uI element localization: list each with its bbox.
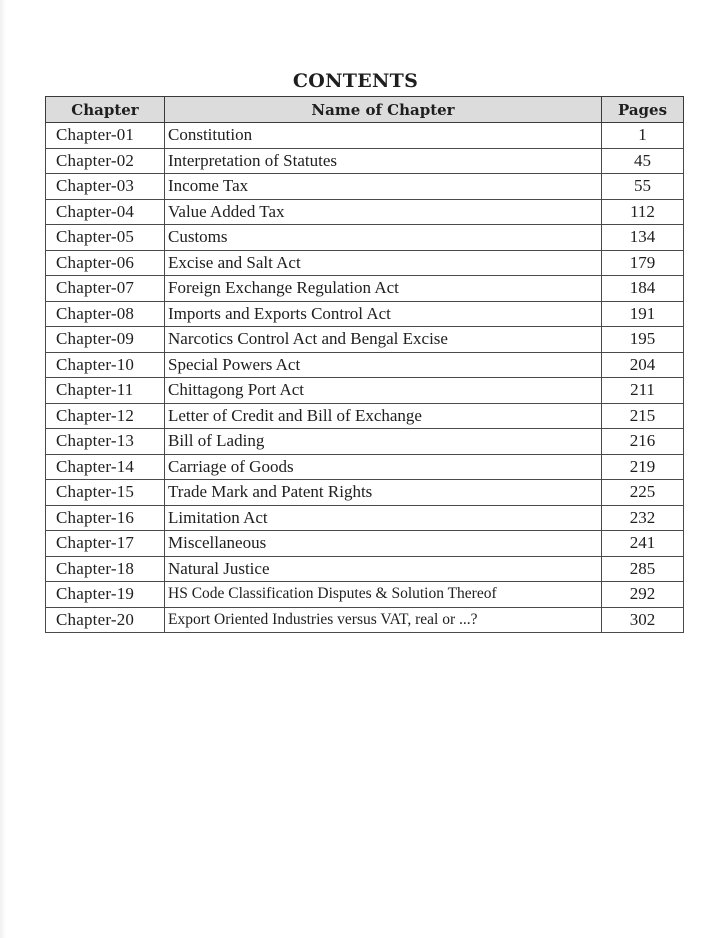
chapter-number: Chapter-15 [46,480,165,506]
chapter-name: HS Code Classification Disputes & Solution Thereof [165,582,602,608]
chapter-page: 216 [602,429,684,455]
chapter-number: Chapter-12 [46,403,165,429]
chapter-name: Foreign Exchange Regulation Act [165,276,602,302]
chapter-number: Chapter-05 [46,225,165,251]
chapter-page: 302 [602,607,684,633]
chapter-number: Chapter-02 [46,148,165,174]
chapter-name: Chittagong Port Act [165,378,602,404]
chapter-page: 191 [602,301,684,327]
chapter-name: Natural Justice [165,556,602,582]
chapter-page: 232 [602,505,684,531]
chapter-number: Chapter-16 [46,505,165,531]
chapter-page: 112 [602,199,684,225]
table-row [46,480,684,506]
chapter-page: 184 [602,276,684,302]
table-header-row [46,97,684,123]
chapter-name: Imports and Exports Control Act [165,301,602,327]
chapter-page: 219 [602,454,684,480]
chapter-name: Carriage of Goods [165,454,602,480]
header-pages: Pages [602,97,684,123]
table-row [46,531,684,557]
chapter-page: 215 [602,403,684,429]
table-row [46,582,684,608]
chapter-name: Interpretation of Statutes [165,148,602,174]
contents-table [45,96,684,633]
chapter-number: Chapter-17 [46,531,165,557]
chapter-name: Narcotics Control Act and Bengal Excise [165,327,602,353]
chapter-number: Chapter-10 [46,352,165,378]
chapter-page: 204 [602,352,684,378]
chapter-number: Chapter-04 [46,199,165,225]
table-row [46,301,684,327]
chapter-page: 55 [602,174,684,200]
chapter-page: 225 [602,480,684,506]
table-row [46,403,684,429]
chapter-page: 241 [602,531,684,557]
table-row [46,429,684,455]
chapter-page: 292 [602,582,684,608]
chapter-page: 195 [602,327,684,353]
table-row [46,352,684,378]
chapter-number: Chapter-19 [46,582,165,608]
table-row [46,327,684,353]
chapter-name: Excise and Salt Act [165,250,602,276]
chapter-number: Chapter-03 [46,174,165,200]
table-row [46,505,684,531]
chapter-number: Chapter-08 [46,301,165,327]
table-row [46,378,684,404]
table-row [46,607,684,633]
chapter-page: 134 [602,225,684,251]
chapter-name: Bill of Lading [165,429,602,455]
table-row [46,454,684,480]
chapter-page: 45 [602,148,684,174]
scan-edge-shadow [0,0,6,938]
chapter-name: Miscellaneous [165,531,602,557]
chapter-number: Chapter-20 [46,607,165,633]
chapter-number: Chapter-13 [46,429,165,455]
chapter-page: 1 [602,123,684,149]
table-row [46,276,684,302]
chapter-number: Chapter-11 [46,378,165,404]
chapter-name: Income Tax [165,174,602,200]
table-row [46,556,684,582]
header-name-of-chapter: Name of Chapter [165,97,602,123]
chapter-page: 211 [602,378,684,404]
table-row [46,225,684,251]
table-row [46,250,684,276]
table-row [46,174,684,200]
chapter-page: 285 [602,556,684,582]
chapter-name: Customs [165,225,602,251]
chapter-number: Chapter-06 [46,250,165,276]
chapter-name: Constitution [165,123,602,149]
chapter-number: Chapter-18 [46,556,165,582]
header-chapter: Chapter [46,97,165,123]
page-title: CONTENTS [292,70,419,92]
table-row [46,148,684,174]
table-row [46,199,684,225]
contents-table-body [46,123,684,633]
chapter-name: Letter of Credit and Bill of Exchange [165,403,602,429]
chapter-number: Chapter-07 [46,276,165,302]
chapter-number: Chapter-01 [46,123,165,149]
chapter-name: Special Powers Act [165,352,602,378]
chapter-name: Trade Mark and Patent Rights [165,480,602,506]
chapter-number: Chapter-14 [46,454,165,480]
chapter-name: Limitation Act [165,505,602,531]
table-row [46,123,684,149]
chapter-name: Export Oriented Industries versus VAT, real or ...? [165,607,602,633]
chapter-number: Chapter-09 [46,327,165,353]
chapter-name: Value Added Tax [165,199,602,225]
chapter-page: 179 [602,250,684,276]
